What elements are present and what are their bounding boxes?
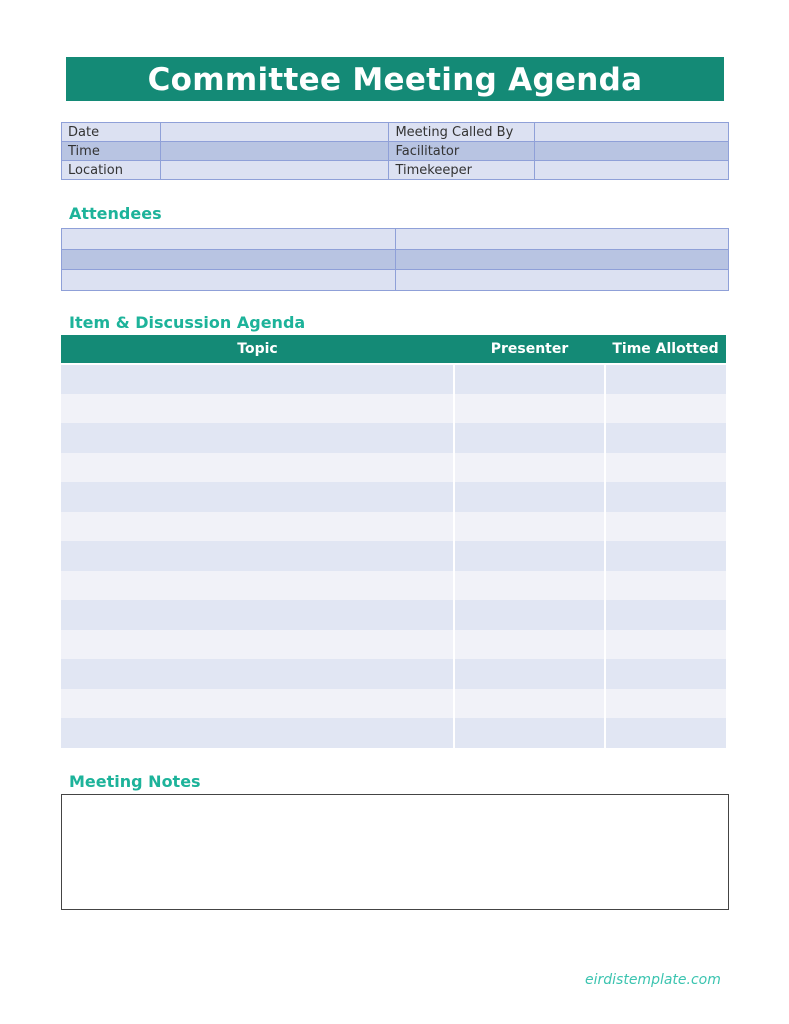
date-label: Date — [62, 123, 161, 142]
meeting-info-table — [61, 122, 729, 180]
presenter-cell[interactable] — [454, 600, 605, 630]
topic-cell[interactable] — [61, 364, 454, 394]
time-allotted-cell[interactable] — [605, 718, 726, 748]
time-allotted-cell[interactable] — [605, 600, 726, 630]
presenter-cell[interactable] — [454, 423, 605, 453]
time-allotted-column-header: Time Allotted — [605, 335, 726, 364]
time-allotted-cell[interactable] — [605, 364, 726, 394]
attendee-row — [62, 249, 729, 270]
presenter-cell[interactable] — [454, 689, 605, 719]
time-allotted-cell[interactable] — [605, 541, 726, 571]
agenda-heading: Item & Discussion Agenda — [69, 313, 306, 332]
presenter-cell[interactable] — [454, 512, 605, 542]
agenda-row — [61, 689, 726, 719]
time-allotted-cell[interactable] — [605, 630, 726, 660]
presenter-cell[interactable] — [454, 364, 605, 394]
time-allotted-cell[interactable] — [605, 423, 726, 453]
time-allotted-cell[interactable] — [605, 659, 726, 689]
presenter-cell[interactable] — [454, 659, 605, 689]
time-field[interactable] — [160, 142, 389, 161]
time-allotted-cell[interactable] — [605, 453, 726, 483]
presenter-cell[interactable] — [454, 394, 605, 424]
timekeeper-field[interactable] — [535, 161, 729, 180]
agenda-row — [61, 453, 726, 483]
attendees-heading: Attendees — [69, 204, 162, 223]
time-allotted-cell[interactable] — [605, 512, 726, 542]
presenter-column-header: Presenter — [454, 335, 605, 364]
facilitator-label: Facilitator — [389, 142, 535, 161]
agenda-row — [61, 718, 726, 748]
attendee-row — [62, 229, 729, 250]
topic-cell[interactable] — [61, 659, 454, 689]
topic-cell[interactable] — [61, 512, 454, 542]
agenda-row — [61, 630, 726, 660]
topic-cell[interactable] — [61, 630, 454, 660]
presenter-cell[interactable] — [454, 571, 605, 601]
document-title: Committee Meeting Agenda — [66, 57, 724, 101]
attendee-cell[interactable] — [395, 270, 729, 291]
topic-column-header: Topic — [61, 335, 454, 364]
agenda-row — [61, 423, 726, 453]
topic-cell[interactable] — [61, 394, 454, 424]
presenter-cell[interactable] — [454, 541, 605, 571]
location-field[interactable] — [160, 161, 389, 180]
time-allotted-cell[interactable] — [605, 571, 726, 601]
attendees-table — [61, 228, 729, 291]
date-field[interactable] — [160, 123, 389, 142]
topic-cell[interactable] — [61, 718, 454, 748]
agenda-row — [61, 482, 726, 512]
topic-cell[interactable] — [61, 541, 454, 571]
agenda-table — [61, 335, 726, 748]
attendee-cell[interactable] — [62, 270, 396, 291]
agenda-row — [61, 512, 726, 542]
topic-cell[interactable] — [61, 453, 454, 483]
agenda-row — [61, 600, 726, 630]
meeting-notes-box[interactable] — [61, 794, 729, 910]
attendee-cell[interactable] — [395, 249, 729, 270]
agenda-row — [61, 394, 726, 424]
agenda-row — [61, 659, 726, 689]
time-allotted-cell[interactable] — [605, 482, 726, 512]
website-footer: eirdistemplate.com — [585, 972, 721, 988]
presenter-cell[interactable] — [454, 482, 605, 512]
timekeeper-label: Timekeeper — [389, 161, 535, 180]
meeting-called-by-field[interactable] — [535, 123, 729, 142]
info-row-date — [62, 123, 729, 142]
info-row-time — [62, 142, 729, 161]
location-label: Location — [62, 161, 161, 180]
presenter-cell[interactable] — [454, 718, 605, 748]
attendee-cell[interactable] — [62, 249, 396, 270]
presenter-cell[interactable] — [454, 453, 605, 483]
meeting-notes-heading: Meeting Notes — [69, 772, 201, 791]
agenda-row — [61, 571, 726, 601]
info-row-location — [62, 161, 729, 180]
topic-cell[interactable] — [61, 482, 454, 512]
time-allotted-cell[interactable] — [605, 394, 726, 424]
time-allotted-cell[interactable] — [605, 689, 726, 719]
topic-cell[interactable] — [61, 689, 454, 719]
topic-cell[interactable] — [61, 423, 454, 453]
time-label: Time — [62, 142, 161, 161]
agenda-header-row — [61, 335, 726, 364]
attendee-cell[interactable] — [62, 229, 396, 250]
topic-cell[interactable] — [61, 571, 454, 601]
topic-cell[interactable] — [61, 600, 454, 630]
agenda-row — [61, 364, 726, 394]
attendee-cell[interactable] — [395, 229, 729, 250]
attendee-row — [62, 270, 729, 291]
agenda-row — [61, 541, 726, 571]
presenter-cell[interactable] — [454, 630, 605, 660]
meeting-called-by-label: Meeting Called By — [389, 123, 535, 142]
facilitator-field[interactable] — [535, 142, 729, 161]
